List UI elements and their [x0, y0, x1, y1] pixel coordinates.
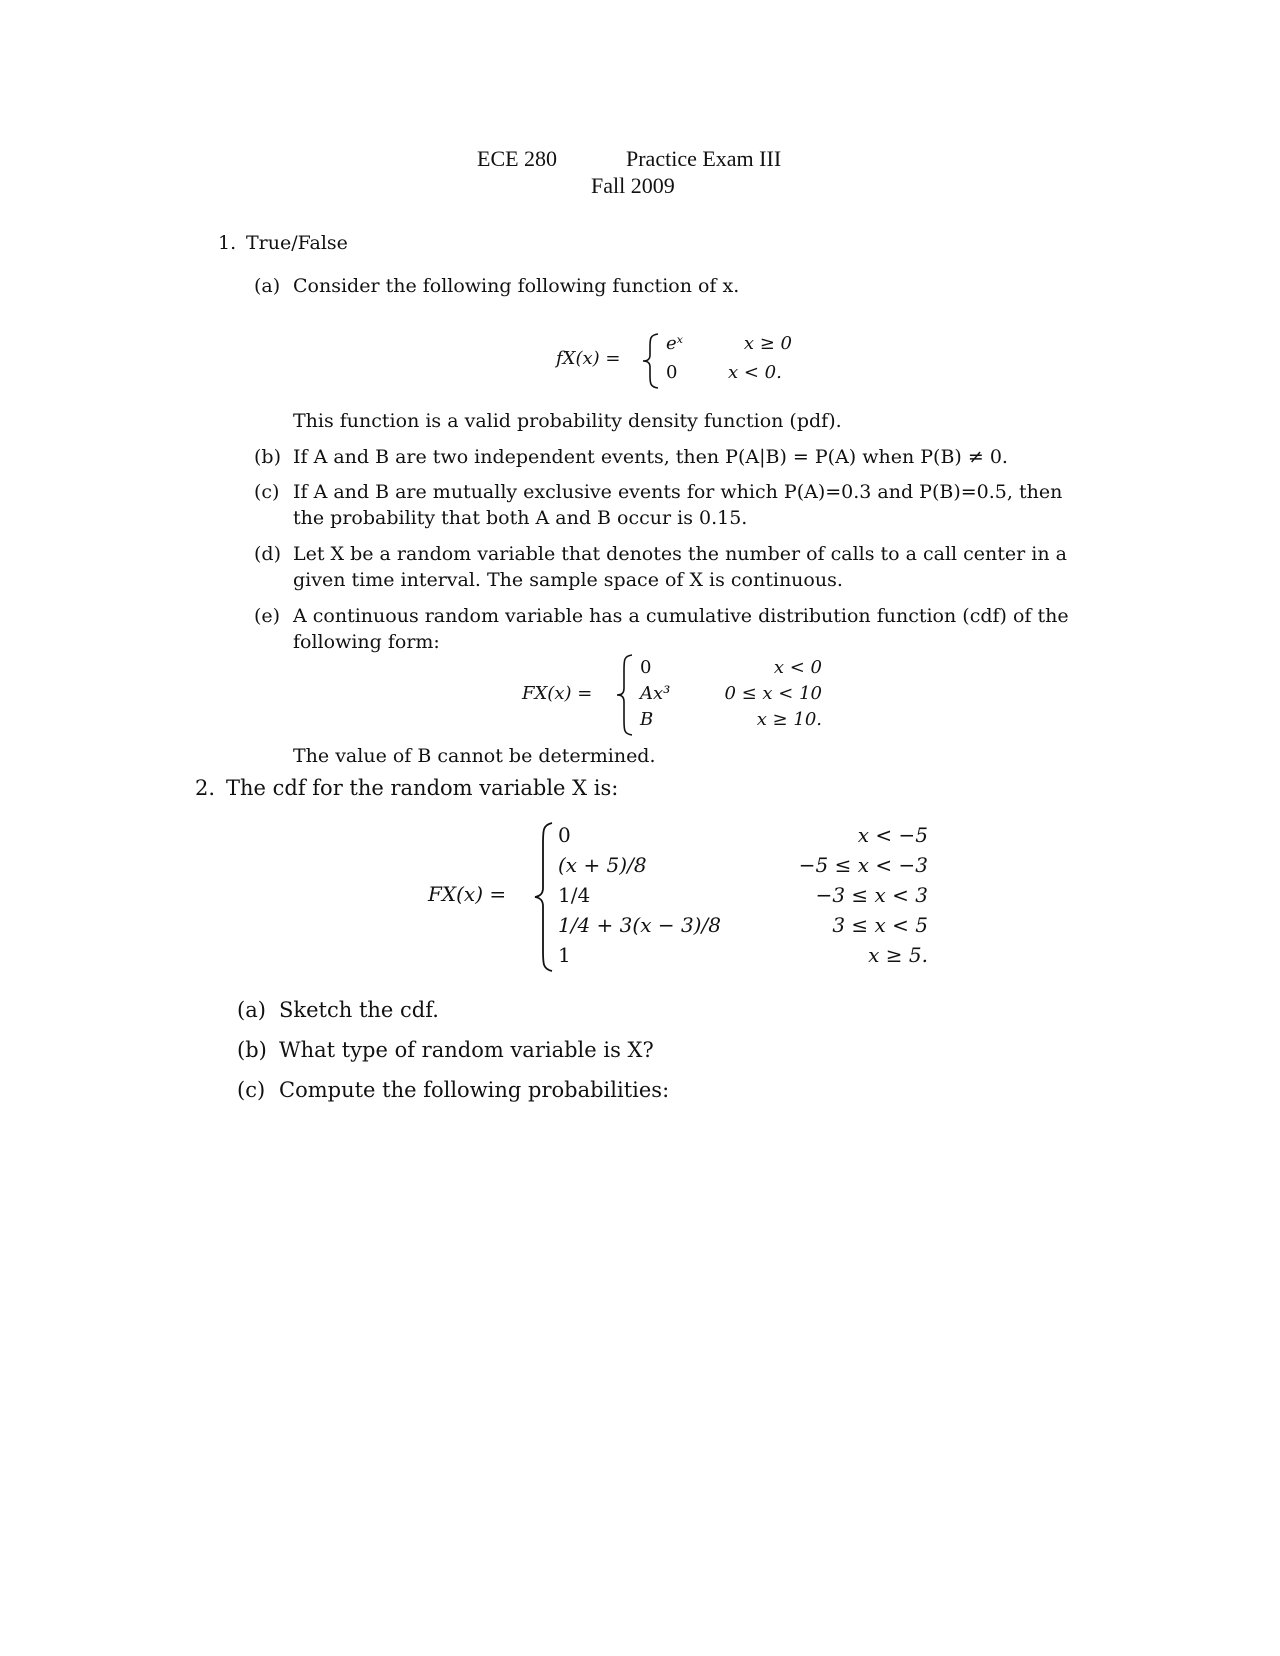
q2c-text: Compute the following probabilities: — [279, 1078, 670, 1102]
q1a-label: (a) — [254, 275, 281, 297]
q1d-text-line2: given time interval. The sample space of X is continuous. — [293, 569, 843, 591]
q1b-text: If A and B are two independent events, then P(A|B) = P(A) when P(B) ≠ 0. — [293, 446, 1008, 468]
q2-case3-expr: 1/4 — [558, 883, 591, 907]
q1-title: True/False — [246, 232, 348, 254]
q1a-case1-expr: eˣ — [666, 333, 684, 354]
q1e-text-line2: following form: — [293, 631, 440, 653]
q1e-brace — [614, 654, 636, 736]
q1e-text-line1: A continuous random variable has a cumulative distribution function (cdf) of the — [293, 605, 1069, 627]
q2-case1-expr: 0 — [558, 823, 571, 847]
q1e-case3-cond: x ≥ 10. — [756, 709, 822, 730]
q1c-label: (c) — [254, 481, 280, 503]
q2-brace — [532, 822, 556, 972]
q1a-after: This function is a valid probability density function (pdf). — [293, 410, 842, 432]
q1c-text-line1: If A and B are mutually exclusive events for which P(A)=0.3 and P(B)=0.5, then — [293, 481, 1063, 503]
q2b-label: (b) — [237, 1038, 267, 1062]
q2-case1-cond: x < −5 — [857, 823, 928, 847]
q1a-lhs: fX(x) = — [556, 348, 621, 369]
q1e-case2-cond: 0 ≤ x < 10 — [724, 683, 822, 704]
q2a-text: Sketch the cdf. — [279, 998, 439, 1022]
q2c-label: (c) — [237, 1078, 266, 1102]
q1d-text-line1: Let X be a random variable that denotes the number of calls to a call center in a — [293, 543, 1067, 565]
q1e-label: (e) — [254, 605, 281, 627]
q2-case4-expr: 1/4 + 3(x − 3)/8 — [558, 913, 721, 937]
q1e-after: The value of B cannot be determined. — [293, 745, 656, 767]
q1c-text-line2: the probability that both A and B occur is 0.15. — [293, 507, 748, 529]
q1b-label: (b) — [254, 446, 281, 468]
q1e-case1-expr: 0 — [640, 657, 652, 678]
q1e-case1-cond: x < 0 — [773, 657, 822, 678]
q1-number: 1. — [218, 232, 237, 254]
q1e-lhs: FX(x) = — [522, 683, 593, 704]
q2a-label: (a) — [237, 998, 266, 1022]
q2-case3-cond: −3 ≤ x < 3 — [815, 883, 928, 907]
exam-term: Fall 2009 — [591, 173, 675, 198]
q2-lhs: FX(x) = — [428, 882, 507, 906]
q2b-text: What type of random variable is X? — [279, 1038, 654, 1062]
q1a-text: Consider the following following function of x. — [293, 275, 740, 297]
q2-text: The cdf for the random variable X is: — [226, 776, 619, 800]
q2-case2-cond: −5 ≤ x < −3 — [798, 853, 928, 877]
q1a-case2-cond: x < 0. — [728, 362, 782, 383]
q1a-case1-cond: x ≥ 0 — [743, 333, 792, 354]
q1e-case2-expr: Ax³ — [640, 683, 671, 704]
q2-number: 2. — [195, 776, 216, 800]
q1a-brace — [640, 333, 662, 389]
q2-case2-expr: (x + 5)/8 — [558, 853, 647, 877]
q2-case5-expr: 1 — [558, 943, 571, 967]
q1a-case2-expr: 0 — [666, 362, 678, 383]
q1e-case3-expr: B — [640, 709, 654, 730]
q1d-label: (d) — [254, 543, 281, 565]
exam-title: Practice Exam III — [626, 146, 782, 171]
q2-case5-cond: x ≥ 5. — [868, 943, 928, 967]
q2-case4-cond: 3 ≤ x < 5 — [832, 913, 928, 937]
course-title: ECE 280 — [477, 146, 558, 171]
